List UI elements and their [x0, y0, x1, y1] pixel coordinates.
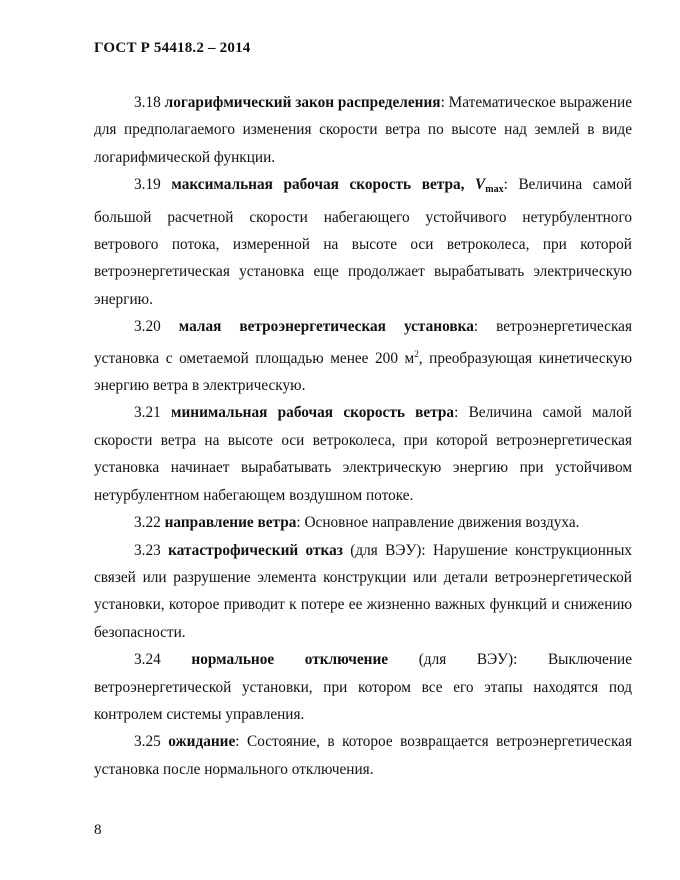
entry-number: 3.21 [134, 404, 161, 422]
entry-text: : Состояние, в которое возвращается ветроэнергетическая установка после нормального отключения. [94, 733, 633, 778]
definition-entry-3-24 [94, 646, 632, 728]
entry-text: : Математическое выражение для предполагаемого изменения скорости ветра по высоте над землей в виде логарифмической функции. [94, 94, 632, 166]
entry-number: 3.24 [134, 651, 161, 669]
entry-text: : Основное направление движения воздуха. [296, 514, 580, 532]
entry-number: 3.20 [134, 318, 161, 336]
entry-term: ожидание [168, 733, 236, 751]
definition-entry-3-18 [94, 89, 632, 171]
definition-entry-3-21 [94, 399, 632, 509]
definition-entry-3-19 [94, 171, 632, 313]
document-header-title: ГОСТ Р 54418.2 – 2014 [94, 40, 251, 56]
entry-number: 3.25 [134, 733, 161, 751]
entry-superscript: 2 [414, 348, 419, 359]
entry-number: 3.18 [134, 94, 161, 111]
entry-text: : Величина самой большой расчетной скорости набегающего устойчивого нетурбулентного ветрового потока, измеренной на высоте оси ветроколеса, при которой ветроэнергетическая установка еще продолжает вырабатывать электрическую энергию. [94, 176, 632, 308]
entry-symbol: V [475, 176, 486, 194]
entry-term: минимальная рабочая скорость ветра [171, 404, 455, 422]
definition-entry-3-23 [94, 537, 632, 647]
entry-term: логарифмический закон распределения [164, 94, 441, 111]
entry-term: максимальная рабочая скорость ветра, [171, 176, 465, 194]
entry-number: 3.22 [134, 514, 161, 532]
entry-number: 3.23 [134, 541, 161, 559]
entry-text: : Величина самой малой скорости ветра на высоте оси ветроколеса, при которой ветроэнергетическая установка начинает вырабатывать электрическую энергию при устойчивом нетурбулентном набегающем воздушном потоке. [94, 404, 632, 504]
entry-term: направление ветра [164, 514, 297, 532]
page-number: 8 [94, 822, 102, 838]
entry-symbol-subscript: max [485, 184, 504, 196]
definitions-body [94, 89, 632, 783]
entry-text: (для ВЭУ): Нарушение конструкционных связей или разрушение элемента конструкции или детали ветроэнергетической установки, которое приводит к потере ее жизненно важных функций и снижению безопасности. [94, 541, 632, 641]
entry-text: : ветроэнергетическая установка с ометаемой площадью менее 200 м [94, 318, 632, 367]
entry-term: нормальное отключение [191, 651, 389, 669]
definition-entry-3-20 [94, 313, 632, 399]
entry-text: (для ВЭУ): Выключение ветроэнергетической установки, при котором все его этапы находятся под контролем системы управления. [94, 651, 633, 723]
definition-entry-3-22 [94, 509, 632, 536]
entry-term: малая ветроэнергетическая установка [178, 318, 474, 336]
definition-entry-3-25 [94, 728, 632, 783]
entry-number: 3.19 [134, 176, 161, 194]
entry-term: катастрофический отказ [168, 541, 343, 559]
entry-text-continued: , преобразующая кинетическую энергию ветра в электрическую. [94, 349, 633, 395]
